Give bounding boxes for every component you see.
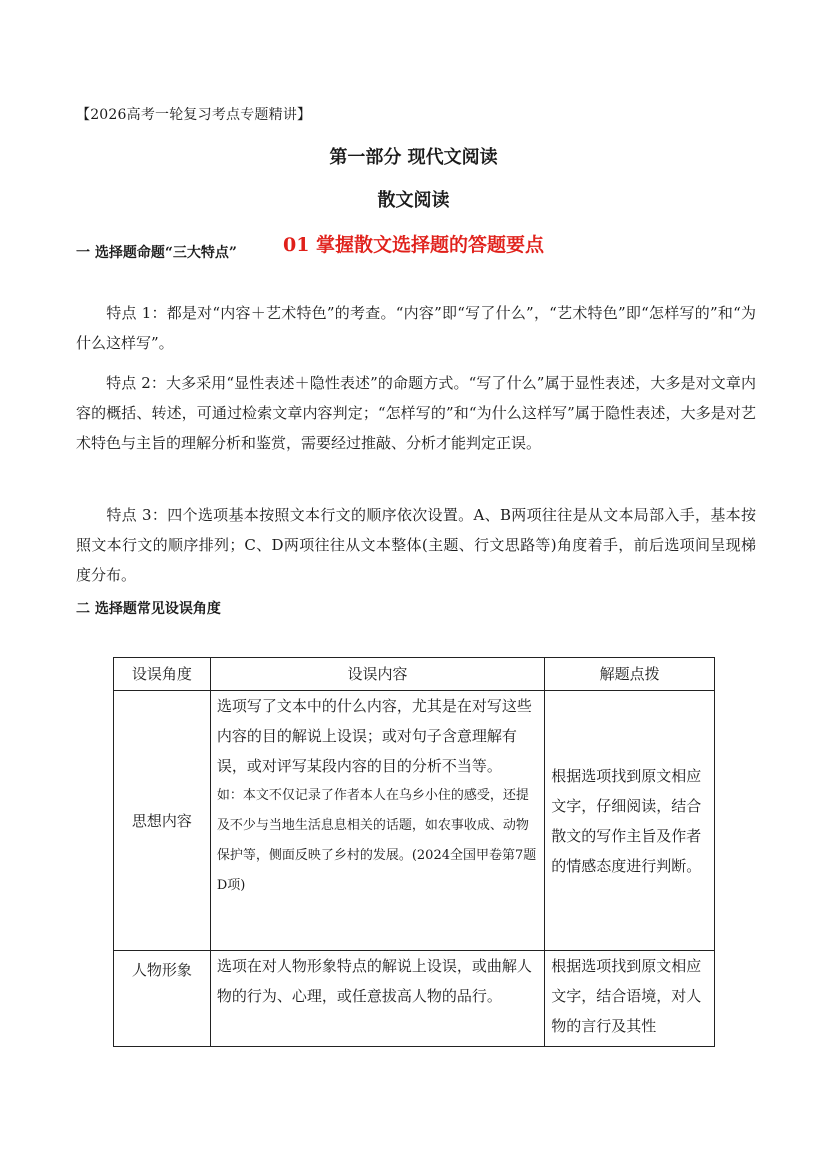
subject-title: 散文阅读 — [377, 190, 450, 211]
row-tip: 根据选项找到原文相应文字，结合语境，对人物的言行及其性 — [545, 951, 715, 1047]
row-example: 如：本文不仅记录了作者本人在乌乡小住的感受，还提及不少与当地生活息息相关的话题，如农事收成、动物保护等，侧面反映了乡村的发展。(2024全国甲卷第7题D项) — [216, 788, 537, 893]
section2-heading: 二 选择题常见设误角度 — [76, 601, 221, 617]
row-angle: 人物形象 — [114, 951, 211, 1047]
row-angle: 思想内容 — [114, 691, 211, 951]
series-tag: 【2026高考一轮复习考点专题精讲】 — [76, 107, 312, 123]
part-title: 第一部分 现代文阅读 — [329, 147, 498, 168]
point-2 — [76, 368, 756, 458]
header-tip: 解题点拨 — [545, 658, 715, 691]
row-content-cell — [210, 691, 544, 951]
row-content: 选项在对人物形象特点的解说上设误，或曲解人物的行为、心理，或任意拔高人物的品行。 — [210, 951, 544, 1047]
table-header-row — [114, 658, 715, 691]
error-angle-table — [113, 657, 715, 1047]
section1-heading: 一 选择题命题“三大特点” — [76, 245, 237, 261]
row-content: 选项写了文本中的什么内容，尤其是在对写这些内容的目的解说上设误；或对句子含意理解有误，或对评写某段内容的目的分析不当等。 — [216, 697, 532, 775]
lesson-title: 01 掌握散文选择题的答题要点 — [282, 234, 545, 256]
header-angle: 设误角度 — [114, 658, 211, 691]
header-content: 设误内容 — [210, 658, 544, 691]
point-3-text: 特点 3：四个选项基本按照文本行文的顺序依次设置。A、B两项往往是从文本局部入手，基本按照文本行文的顺序排列；C、D两项往往从文本整体(主题、行文思路等)角度着手，前后选项间呈现梯度分布。 — [76, 506, 756, 584]
table-row — [114, 691, 715, 951]
point-2-text: 特点 2：大多采用“显性表述＋隐性表述”的命题方式。“写了什么”属于显性表述，大多是对文章内容的概括、转述，可通过检索文章内容判定；“怎样写的”和“为什么这样写”属于隐性表述，大多是对艺术特色与主旨的理解分析和鉴赏，需要经过推敲、分析才能判定正误。 — [76, 374, 756, 452]
table-row — [114, 951, 715, 1047]
point-1-text: 特点 1：都是对“内容＋艺术特色”的考查。“内容”即“写了什么”，“艺术特色”即“怎样写的”和“为什么这样写”。 — [76, 304, 756, 352]
row-tip: 根据选项找到原文相应文字，仔细阅读，结合散文的写作主旨及作者的情感态度进行判断。 — [545, 691, 715, 951]
point-3 — [76, 500, 756, 590]
point-1 — [76, 298, 756, 358]
